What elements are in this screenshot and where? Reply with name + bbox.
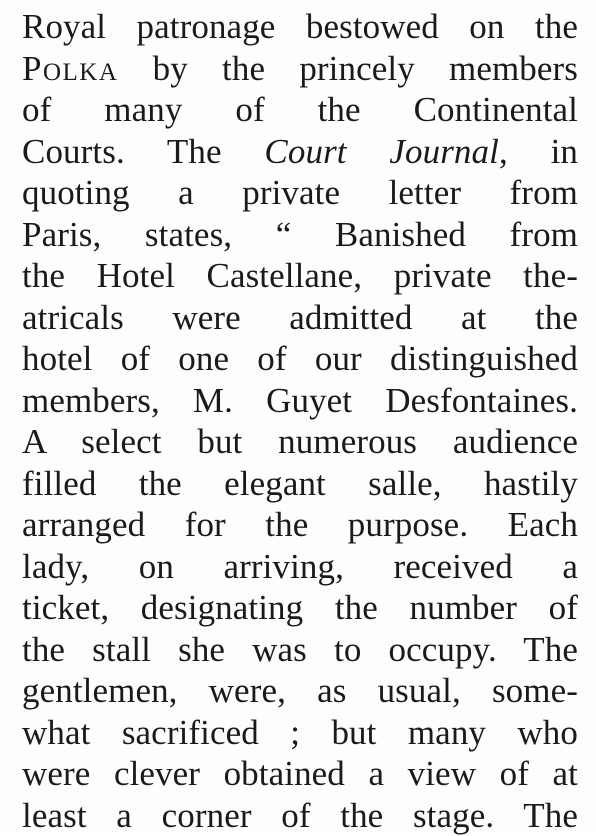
text-run: least a corner of the stage. The: [22, 796, 578, 835]
text-line: [22, 504, 578, 546]
text-line: [22, 255, 578, 297]
text-run: by the princely members: [118, 49, 578, 88]
text-run: the stall she was to occupy. The: [22, 630, 578, 669]
text-line: [22, 338, 578, 380]
text-run: ticket, designating the number of: [22, 588, 578, 627]
text-line: [22, 670, 578, 712]
text-run: members, M. Guyet Desfontaines.: [22, 381, 578, 420]
text-run: lady, on arriving, received a: [22, 547, 578, 586]
text-run: , in: [499, 132, 578, 171]
text-run: the Hotel Castellane, private the-: [22, 256, 578, 295]
text-line: [22, 131, 578, 173]
text-run: hotel of one of our distinguished: [22, 339, 578, 378]
text-line: [22, 546, 578, 588]
text-line: [22, 297, 578, 339]
text-line: [22, 214, 578, 256]
text-line: [22, 629, 578, 671]
article-column: [22, 6, 578, 836]
text-line: [22, 380, 578, 422]
text-run: Paris, states, “ Banished from: [22, 215, 578, 254]
text-run: atricals were admitted at the: [22, 298, 578, 337]
italic-title: Court Journal: [264, 132, 499, 171]
text-run: were clever obtained a view of at: [22, 754, 578, 793]
text-line: [22, 753, 578, 795]
text-run: filled the elegant salle, hastily: [22, 464, 578, 503]
text-line: [22, 6, 578, 48]
text-line: [22, 89, 578, 131]
text-run: what sacrificed ; but many who: [22, 713, 578, 752]
text-line: [22, 48, 578, 90]
text-run: gentlemen, were, as usual, some-: [22, 671, 578, 710]
text-line: [22, 712, 578, 754]
text-line: [22, 463, 578, 505]
text-run: Courts. The: [22, 132, 264, 171]
text-run: arranged for the purpose. Each: [22, 505, 578, 544]
small-caps-word: Polka: [22, 49, 118, 88]
text-line: [22, 587, 578, 629]
text-line: [22, 795, 578, 836]
text-run: A select but numerous audience: [22, 422, 578, 461]
text-line: [22, 421, 578, 463]
text-run: quoting a private letter from: [22, 173, 578, 212]
text-run: of many of the Continental: [22, 90, 578, 129]
text-line: [22, 172, 578, 214]
text-run: Royal patronage bestowed on the: [22, 7, 578, 46]
